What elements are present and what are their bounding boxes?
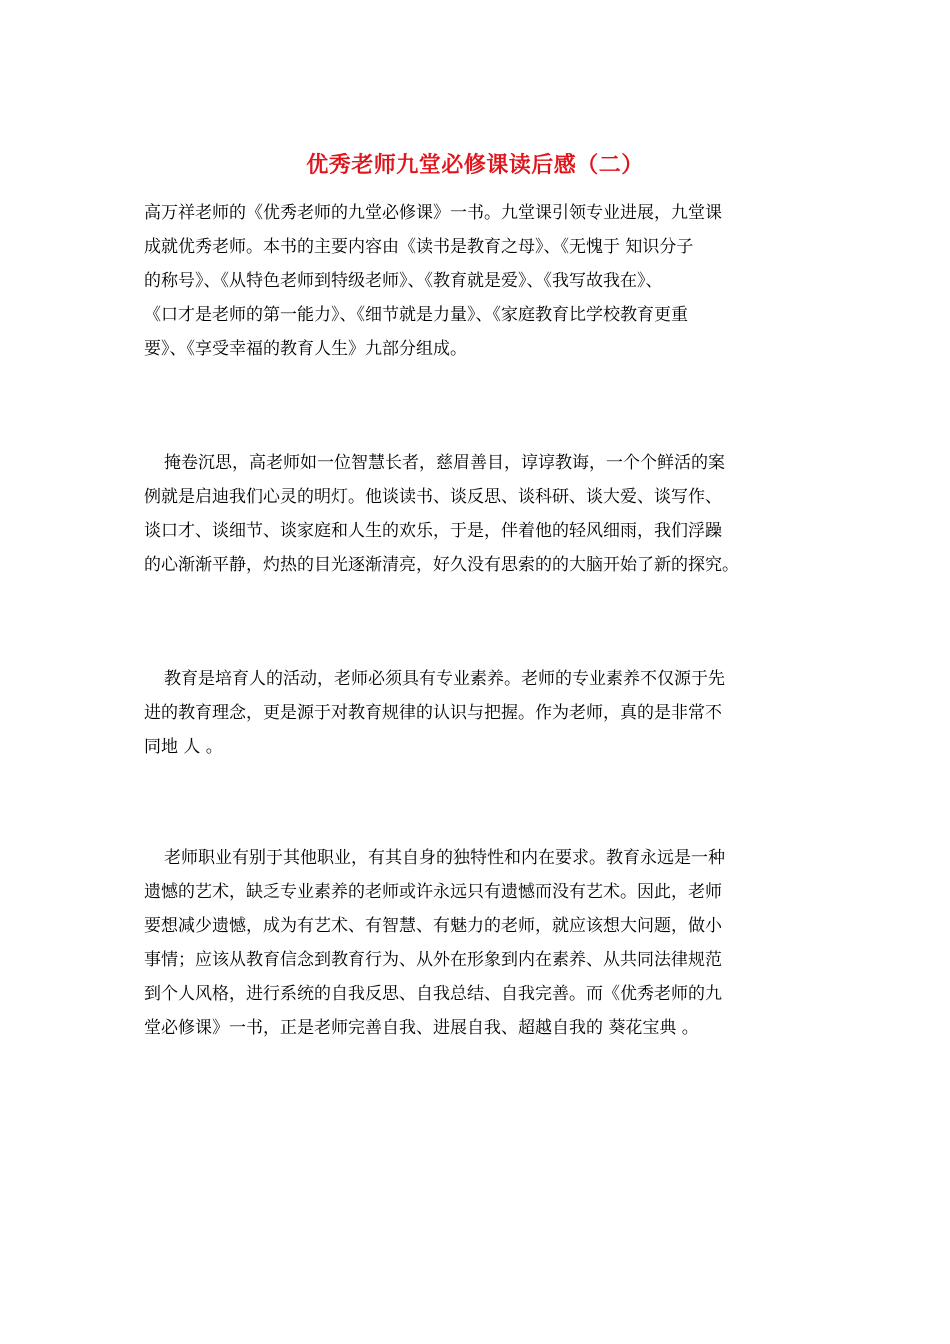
paragraph-line: 同地 人 。 xyxy=(144,737,223,757)
paragraph-line: 要想减少遗憾，成为有艺术、有智慧、有魅力的老师，就应该想大问题，做小 xyxy=(144,916,722,936)
paragraph-line: 的称号》、《从特色老师到特级老师》、《教育就是爱》、《我写故我在》、 xyxy=(144,271,663,291)
paragraph-line: 要》、《享受幸福的教育人生》九部分组成。 xyxy=(144,339,467,359)
paragraph-line: 《口才是老师的第一能力》、《细节就是力量》、《家庭教育比学校教育更重 xyxy=(144,305,688,325)
paragraph-1 xyxy=(144,196,804,366)
paragraph-line: 成就优秀老师。本书的主要内容由《读书是教育之母》、《无愧于 知识分子 xyxy=(144,237,694,257)
paragraph-line: 高万祥老师的《优秀老师的九堂必修课》一书。九堂课引领专业进展，九堂课 xyxy=(144,203,722,223)
paragraph-line: 谈口才、谈细节、谈家庭和人生的欢乐，于是，伴着他的轻风细雨，我们浮躁 xyxy=(144,521,722,541)
paragraph-line: 掩卷沉思，高老师如一位智慧长者，慈眉善目，谆谆教诲，一个个鲜活的案 xyxy=(164,453,725,473)
paragraph-line: 的心渐渐平静，灼热的目光逐渐清亮，好久没有思索的的大脑开始了新的探究。 xyxy=(144,555,739,575)
paragraph-line: 到个人风格，进行系统的自我反思、自我总结、自我完善。而《优秀老师的九 xyxy=(144,984,722,1004)
paragraph-line: 遗憾的艺术，缺乏专业素养的老师或许永远只有遗憾而没有艺术。因此，老师 xyxy=(144,882,722,902)
paragraph-4 xyxy=(144,841,804,1045)
paragraph-line: 进的教育理念，更是源于对教育规律的认识与把握。作为老师，真的是非常不 xyxy=(144,703,722,723)
document-title: 优秀老师九堂必修课读后感（二） xyxy=(306,152,644,178)
paragraph-3 xyxy=(144,662,804,764)
paragraph-line: 例就是启迪我们心灵的明灯。他谈读书、谈反思、谈科研、谈大爱、谈写作、 xyxy=(144,487,722,507)
paragraph-2 xyxy=(144,446,804,582)
paragraph-line: 老师职业有别于其他职业，有其自身的独特性和内在要求。教育永远是一种 xyxy=(164,848,725,868)
paragraph-line: 事情；应该从教育信念到教育行为、从外在形象到内在素养、从共同法律规范 xyxy=(144,950,722,970)
paragraph-line: 堂必修课》一书，正是老师完善自我、进展自我、超越自我的 葵花宝典 。 xyxy=(144,1018,699,1038)
paragraph-line: 教育是培育人的活动，老师必须具有专业素养。老师的专业素养不仅源于先 xyxy=(164,669,725,689)
